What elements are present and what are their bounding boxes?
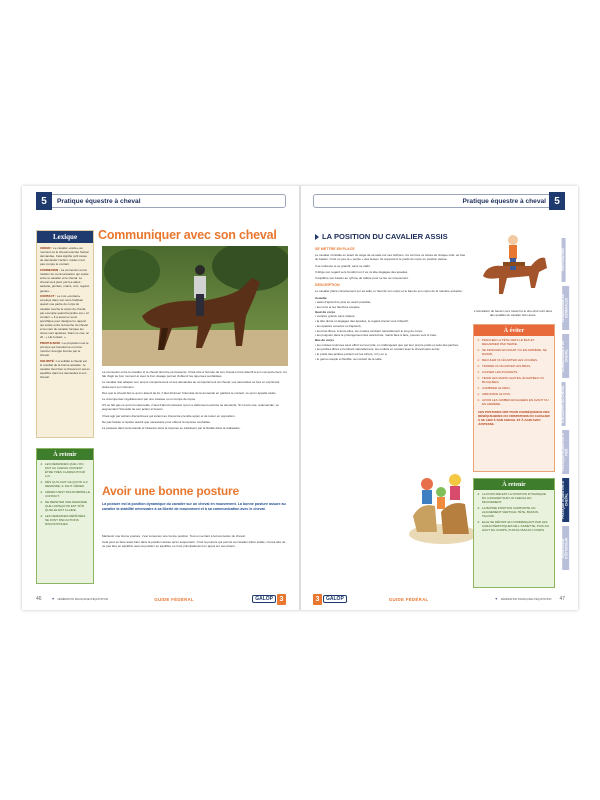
- rider-drawing-image: [473, 226, 553, 308]
- retenir-item: ➜ LES DEMANDES RÉPÉTÉES SE FONT PAR ACTIONS DISCONTINUES.: [40, 514, 90, 526]
- ffe-logo: ✦: [51, 597, 55, 601]
- retenir-title: À retenir: [37, 449, 93, 460]
- chapter-tab[interactable]: PRATIQUE ÉQUESTRE À PIED: [562, 430, 569, 474]
- paragraph: Le cavalier s'installe en avant du siège de sa selle sur ses ischions. Ce sont les os situés de chaque côté, au bas du bassin. C'est un peu la « pointe » des fesses. Ils supportent le poids du corps en position assise.: [315, 253, 465, 262]
- retenir-item: ➜ ELLE SE DÉFINIT EN COMMENÇANT PAR LES CARACTÉRISTIQUES DE L'ASSIETTE, PUIS DU HAUT DU CORPS, PUIS DU BAS DU CORPS.: [477, 520, 551, 532]
- galop-number: 3: [277, 594, 286, 605]
- paragraph: Bas du corps: [315, 337, 335, 342]
- lexique-term: PROPULSION :: [40, 340, 62, 345]
- lexique-term: CONNEXION :: [40, 268, 61, 273]
- guide-federal-label: GUIDE FÉDÉRAL: [388, 596, 429, 602]
- paragraph: Cela peut se faire aussi bien dans la position assise qu'en suspension. C'est la posture qui permet au cavalier d'être stable, c'est-à-dire de ne pas être en équilibre avec la position en équilibre ou il est principalement en appui sur ses étriers.: [102, 540, 286, 549]
- lexique-definition: La solidité à cheval est le résultat de la bonne assiette : le cavalier tient bien à cheval et il est en équilibre dans les demandes à son cheval.: [40, 358, 90, 380]
- section-title-posture: Avoir une bonne posture: [102, 484, 239, 498]
- paragraph: • les épaules ouvertes et d'aplomb,: [315, 323, 362, 328]
- lexique-title: Lexique: [37, 231, 93, 243]
- paragraph: • le genou souple et flexible, au contact de la selle.: [315, 356, 383, 361]
- paragraph: Il se redresse et se grandit, sans se raidir.: [315, 263, 371, 268]
- lexique-entry: [40, 341, 90, 357]
- paragraph: Le cavalier doit adapter son propre comportement et ses demandes au comportement du cheval. Les demandes se font en exprimant clairement son intention.: [102, 380, 280, 389]
- left-footer: [36, 592, 286, 606]
- triangle-icon: [315, 234, 319, 240]
- page-number: 47: [559, 596, 565, 602]
- kids-horses-drawing: [407, 454, 479, 546]
- lexique-definition: Le cavalier «cède» au moment où le cheval exécute l'action demandée. Cela signifie qu'il cesse de demander l'action. Céder n'est pas rompre le contact.: [40, 246, 90, 267]
- chapter-tab[interactable]: S'OCCUPER DU CHEVAL: [562, 382, 566, 426]
- eviter-item: ➜ CASSER LES POIGNETS,: [477, 370, 551, 374]
- kids-horses-image: [407, 454, 479, 546]
- paragraph: • les bras libres, à demi-plies, les coudes tombant naturellement le long du corps,: [315, 328, 423, 333]
- eviter-item: ➜ RECULER OU ÉCARTER LES COUDES,: [477, 358, 551, 362]
- rider-horse-image: [102, 246, 288, 366]
- section-title-communiquer: Communiquer avec son cheval: [98, 228, 277, 242]
- chapter-tab[interactable]: ÉQUITATION D'EXTÉRIEUR: [562, 526, 569, 570]
- paragraph: • les poignets dans le prolongement des avant-bras, mains face à face, pouces vers le haut.: [315, 333, 437, 338]
- paragraph: S'il ne fait pas ce qu'on lui demande, il faut d'abord s'assurer qu'on a clairement exprimé sa demande. Si c'est le cas, redemander, en augmentant l'intensité de son action si besoin.: [102, 403, 280, 412]
- paragraph: Il faut agir par actions discontinues qui évitent au cheval de prendre appui et de rester en opposition.: [102, 413, 236, 418]
- paragraph: Assiette: [315, 295, 327, 300]
- position-title: LA POSITION DU CAVALIER ASSIS: [315, 232, 448, 241]
- eviter-note: CES POSTURES ONT POUR CONSÉQUENCE DES DÉSÉQUILIBRES OU CRISPATIONS DU CAVALIER À SE LIER À SON CHEVAL ET À AGIR AVEC JUSTESSE.: [478, 410, 550, 426]
- lexique-entry: [40, 359, 90, 379]
- lexique-entry: [40, 268, 90, 293]
- chapter-tab[interactable]: PRÉPARATION: [562, 238, 566, 282]
- galop-label: GALOP: [252, 595, 276, 603]
- retenir-box: [473, 478, 555, 588]
- eviter-item: ➜ CAMBRER LE REIN,: [477, 386, 551, 390]
- paragraph: Dès que le cheval fait ce qu'on attend de lui, il faut diminuer l'intensité de la demande en gardant le contact, ce qu'on appelle céder.: [102, 390, 277, 395]
- paragraph: Ne pas hésiter à répéter autant que nécessaire pour obtenir la réponse souhaitée.: [102, 419, 211, 424]
- retenir-item: ➜ NE REPETER UNE DEMANDE QUE LORSQU'ON EST SÛR QU'ELLE EST CLAIRE.: [40, 500, 90, 512]
- right-footer: [313, 592, 565, 606]
- galop-badge: [252, 594, 286, 605]
- lexique-definition: Le mot «contact» employé dans son sens habituel quand une partie du corps du cavalier touche le corps du cheval, par exemple quand la jambe est « Al contact. » Il a aussi un sens spécifique pour désigner le rapport qui existe entre la bouche du cheval et la main du cavalier lorsque les rênes sont ajustées. Dans ce cas, on dit : « LE contact. »: [40, 294, 90, 340]
- eviter-box: [473, 324, 555, 472]
- right-page: [301, 186, 578, 610]
- lexique-entry: [40, 294, 90, 339]
- page-number: 46: [36, 596, 42, 602]
- chapter-number: 5: [549, 192, 565, 210]
- paragraph: La connexion entre le cavalier et le cheval doit être permanente. Il faut être à l'écoute de son cheval et très attentif à son comportement. Ce fait d'agir au bon moment et avec le bon dosage permet d'obtenir les réponses souhaitées.: [102, 370, 288, 379]
- rider-horse-photo: [102, 246, 288, 366]
- paragraph: Il dirige son regard vers l'endroit où il va, la tête dégagée des épaules.: [315, 269, 409, 274]
- paragraph: Le récompenser régulièrement par une caresse ou un temps de repos.: [102, 397, 196, 402]
- left-page: [22, 186, 299, 610]
- eviter-item: ➜ ARRONDIR LE DOS,: [477, 392, 551, 396]
- galop-label: GALOP: [323, 595, 347, 603]
- eviter-item: ➜ SE PENCHER EN AVANT OU EN ARRIÈRE, SE RAIDIR,: [477, 348, 551, 356]
- lexique-entry: [40, 246, 90, 266]
- galop-badge: [313, 594, 347, 605]
- chapter-header: Pratique équestre à cheval: [313, 194, 565, 208]
- eviter-item: ➜ TENDRE OU ÉCARTER LES BRAS,: [477, 364, 551, 368]
- retenir-item: ➜ LES DEMANDES QUE L'ON FAIT AU CHEVAL DOIVENT ÊTRE TRÈS CLAIRES POUR LUI.: [40, 462, 90, 478]
- posture-lead: La posture est la position dynamique du cavalier sur un cheval en mouvement. La bonne posture assure au cavalier la stabilité nécessaire à sa liberté de mouvement et à sa communication avec le cheval.: [102, 502, 286, 511]
- retenir-item: ➜ CÉDER N'EST PAS ROMPRE LE CONTACT.: [40, 490, 90, 498]
- paragraph: • les cuisses tournées sans effort sur leur plat, en s'allongeant que par leur propre poids et celui des jambes,: [315, 342, 459, 347]
- paragraph: • le poids des jambes portant sur les étriers, s'il y en a,: [315, 352, 388, 357]
- retenir-item: ➜ LA BONNE POSITION COMPORTE UN ALIGNEMENT VERTICAL TÊTE, BASSIN, TALONS.: [477, 506, 551, 518]
- paragraph: • les reins et les hanches souples.: [315, 305, 361, 310]
- chapter-number: 5: [36, 192, 52, 210]
- lexique-term: CONTACT :: [40, 294, 57, 299]
- retenir-item: ➜ DÈS QU'IL FAIT CE QU'ON LUI DEMANDE, IL FAUT CÉDER.: [40, 480, 90, 488]
- paragraph: • vertical, grandi, sans raideur,: [315, 314, 356, 319]
- paragraph: Haut du corps: [315, 309, 336, 314]
- eviter-title: À éviter: [474, 325, 554, 336]
- subtitle-description: DESCRIPTION: [315, 283, 340, 288]
- lexique-term: CÉDER :: [40, 246, 53, 250]
- ffe-label: FÉDÉRATION FRANÇAISE D'ÉQUITATION: [500, 597, 552, 601]
- paragraph: Le cavalier placé correctement sur sa selle, le haut de son corps et le bas de son corps de la manière suivante :: [315, 289, 464, 294]
- paragraph: Il équilibre son bassin au rythme de l'allure pour se lier au mouvement.: [315, 276, 409, 281]
- chapter-tab[interactable]: CONNAISSANCES GÉNÉRALES: [562, 286, 569, 330]
- posture-text: [102, 534, 288, 584]
- eviter-item: ➜ TENIR LES MAINS HAUTES, ÉCARTÉES OU BLOQUÉES,: [477, 376, 551, 384]
- lexique-term: SOLIDITÉ :: [40, 358, 56, 363]
- guide-federal-label: GUIDE FÉDÉRAL: [154, 596, 194, 602]
- paragraph: La justesse dans la demande et l'aisance dans la réponse se traduisent par la fluidité dans la réalisation.: [102, 426, 241, 431]
- paragraph: Maintenir une bonne posture, c'est conserver une bonne position. Tout en se liant à la locomotion du cheval.: [102, 534, 246, 538]
- retenir-box: [36, 448, 94, 584]
- paragraph: • les jambes libres et tombant naturellement, les mollets en contact avec le cheval sans serrer,: [315, 347, 441, 352]
- ffe-label: FÉDÉRATION FRANÇAISE D'ÉQUITATION: [57, 597, 109, 601]
- lexique-box: [36, 230, 94, 438]
- subtitle-mise-en-place: SE METTRE EN PLACE: [315, 247, 355, 251]
- eviter-item: ➜ PENCHER LA TÊTE VERS LE BAS ET REGARDER PAR TERRE,: [477, 338, 551, 346]
- chapter-header: Pratique équestre à cheval: [36, 194, 286, 208]
- drawing-caption: L'orientation du bassin vers l'avant et le dos droit sont deux des qualités du cavalier bien assis.: [473, 309, 553, 317]
- communiquer-text: [102, 370, 288, 482]
- eviter-item: ➜ AVOIR LES JAMBES ENGAGÉES EN AVANT OU EN ARRIÈRE.: [477, 398, 551, 406]
- chapter-tab[interactable]: PRATIQUE ÉQUESTRE À CHEVAL: [562, 478, 569, 522]
- paragraph: • assis d'aplomb le plus en avant possible,: [315, 300, 372, 305]
- chapter-tab[interactable]: CONNAISSANCE DU CHEVAL: [562, 334, 569, 378]
- retenir-title: À retenir: [474, 479, 554, 490]
- galop-number: 3: [313, 594, 322, 605]
- ffe-logo: ✦: [494, 597, 498, 601]
- retenir-item: ➜ LA POSTURE EST LA POSITION DYNAMIQUE DU CAVALIER SUR UN CHEVAL EN MOUVEMENT.: [477, 492, 551, 504]
- lexique-definition: La propulsion est le principe qui transforme en force motrice l'énergie fournie par le cheval.: [40, 340, 89, 358]
- chapter-tabs: [562, 238, 578, 574]
- lexique-definition: La connexion est la relation de communication qui existe entre le cavalier et le cheval. Le cheval va à pied, par les aides : assiette, jambes, mains, voix, regard, gestes…: [40, 268, 90, 293]
- rider-drawing: [473, 226, 553, 308]
- book-spread: [22, 186, 578, 610]
- paragraph: • la tête droite et dégagée des épaules, le regard orienté vers l'objectif,: [315, 319, 409, 324]
